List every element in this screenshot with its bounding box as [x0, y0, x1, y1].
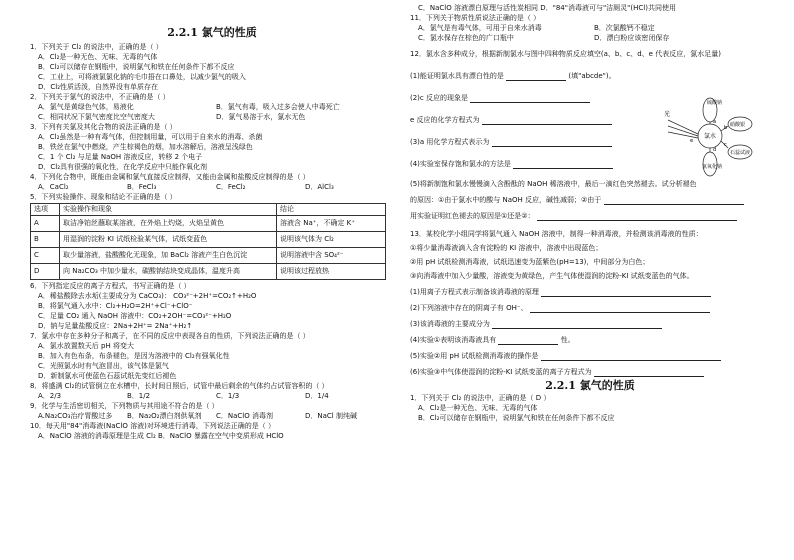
q12-item-1: [410, 71, 655, 81]
q7-option-b: B．加入有色布条，布条褪色，是因为溶液中的 Cl₂有强氧化性: [38, 352, 230, 360]
answer-blank[interactable]: [513, 160, 613, 169]
center-label: 氯水: [704, 133, 717, 140]
answer-q1-option-b: B．Cl₂可以储存在钢瓶中，说明氯气和铁在任何条件下都不反应: [418, 414, 615, 422]
q8-option-c: C．1/3: [216, 392, 240, 400]
q10-stem: 10．每天用"84"消毒液(NaClO 溶液)对环境进行消毒，下列说法正确的是（ ）: [30, 422, 276, 430]
q13-item-4: [410, 335, 770, 345]
q6-option-a: A．稀盐酸除去水垢(主要成分为 CaCO₃)： CO₃²⁻+2H⁺=CO₂↑+H₂O: [38, 292, 257, 300]
q6-option-c: C．足量 CO₂ 通入 NaOH 溶液中：CO₂+2OH⁻=CO₃²⁻+H₂O: [38, 312, 232, 320]
q11-option-c: C．氯水保存在棕色的广口瓶中: [418, 34, 514, 42]
q2-options-row2: [30, 112, 394, 122]
q4-options: [30, 182, 394, 192]
q9-options: [30, 411, 394, 421]
q12-item-2: [410, 93, 655, 103]
q7-stem: 7．氯水中存在多种分子和离子，在不同的反应中表现各自的性质，下列说法正确的是（ ）: [30, 332, 310, 340]
q13-item-2-text: (2)下列溶液中存在的阴离子有 OH⁻、: [410, 304, 528, 312]
table-header-row: [31, 204, 386, 216]
q12-5-line1: (5)将新制饱和氯水慢慢滴入含酚酞的 NaOH 稀溶液中，最后一滴红色突然褪去。试分析褪色: [410, 180, 697, 188]
q3-option-b: B．铁丝在氯气中燃烧，产生棕褐色的烟，加水溶解后，溶液呈浅绿色: [38, 143, 253, 151]
answer-blank[interactable]: [498, 336, 558, 345]
q1-stem: 1．下列关于 Cl₂ 的说法中，正确的是（ ）: [30, 43, 163, 51]
q9-option-d: D．NaCl 制纯碱: [305, 412, 357, 420]
q13-step-3: ③向消毒液中加入少量酸，溶液变为黄绿色，产生气体使湿润的淀粉-KI 试纸变蓝色的气体。: [410, 272, 694, 280]
node-label-4: 氢氧化钠: [702, 164, 723, 170]
q3-option-d: D．Cl₂具有很强的氧化性，在化学反应中只能作氧化剂: [38, 163, 208, 171]
table-header-cell: 选项: [31, 204, 60, 216]
answer-blank[interactable]: [541, 288, 711, 297]
q4-stem: 4．下列化合物中，既能由金属和氯气直接反应制得，又能由金属和盐酸反应制得的是（ ）: [30, 173, 310, 181]
q12-item-4: [410, 137, 655, 147]
chlorine-water-diagram: [660, 96, 780, 178]
q13-item-1: [410, 287, 770, 297]
node-label-1: 硫酸钠: [707, 100, 723, 106]
q4-option-b: B．FeCl₃: [127, 183, 157, 191]
q12-5-line2-text: 的原因：①由于氯水中的酸与 NaOH 反应，碱性减弱；②由于: [410, 196, 602, 204]
q13-item-5-text: (5)实验②用 pH 试纸检测消毒液的操作是: [410, 352, 539, 360]
answer-section-title: 2.2.1 氯气的性质: [545, 379, 635, 392]
q8-option-b: B．1/2: [127, 392, 151, 400]
light-ray: [668, 132, 698, 138]
node-label-2: 硝酸银: [730, 122, 746, 128]
q12-item-5: [410, 159, 655, 169]
q13-step-2: ②用 pH 试纸检测消毒液，试纸迅速变为蓝紫色(pH=13)，中间部分为白色；: [410, 258, 650, 266]
node-label-3: 石蕊试液: [730, 150, 751, 156]
reaction-letter-d: d: [713, 147, 717, 153]
answer-blank[interactable]: [482, 116, 612, 125]
q7-option-d: D．新制氯水可使蓝色石蕊试纸先变红后褪色: [38, 372, 177, 380]
q9-option-c: C．NaClO 消毒剂: [216, 412, 273, 420]
q12-item-3-text: e 反应的化学方程式为: [410, 116, 480, 124]
q2-option-c: C．相同状况下氯气密度比空气密度大: [38, 113, 155, 121]
q7-option-a: A．氯水放置数天后 pH 将变大: [38, 342, 134, 350]
table-cell: 向 Na₂CO₃ 中加少量水，碳酸钠结块变成晶体，温度升高: [60, 264, 277, 280]
table-row: [31, 264, 386, 280]
q1-option-b: B．Cl₂可以储存在钢瓶中，说明氯气和铁在任何条件下都不反应: [38, 63, 235, 71]
table-cell: 说明该过程放热: [277, 264, 386, 280]
answer-blank[interactable]: [492, 320, 662, 329]
answer-blank[interactable]: [492, 138, 612, 147]
q13-item-5: [410, 351, 770, 361]
table-cell: A: [31, 216, 60, 232]
light-ray: [668, 126, 698, 136]
table-row: [31, 248, 386, 264]
table-cell: 取洁净铂丝蘸取某溶液，在外焰上灼烧，火焰呈黄色: [60, 216, 277, 232]
q1-option-d: D．Cl₂性质活泼，自然界没有单质存在: [38, 83, 159, 91]
reaction-letter-e: e: [690, 138, 694, 144]
q10-options-ab: A．NaClO 溶液的消毒原理是生成 Cl₂ B．NaClO 暴露在空气中变质形成 HClO: [38, 432, 284, 440]
table-row: [31, 216, 386, 232]
right-column: [410, 0, 770, 560]
q12-5-line3-text: 用实验证明红色褪去的原因是①还是②：: [410, 212, 535, 220]
q2-option-b: B．氯气有毒，吸入过多会使人中毒死亡: [216, 103, 340, 111]
table-cell: D: [31, 264, 60, 280]
table-header-cell: 实验操作和现象: [60, 204, 277, 216]
q11-option-a: A．氯气是有毒气体，可用于自来水消毒: [418, 24, 542, 32]
q11-options-row1: [410, 23, 770, 33]
q2-stem: 2．下列关于氯气的说法中，不正确的是（ ）: [30, 93, 170, 101]
table-cell: 取少量溶液，盐酸酸化无现象，加 BaCl₂ 溶液产生白色沉淀: [60, 248, 277, 264]
answer-blank[interactable]: [604, 196, 744, 205]
table-cell: 用湿润的淀粉 KI 试纸检验某气体，试纸变蓝色: [60, 232, 277, 248]
q12-item-1-text: (1)能证明氯水具有漂白性的是: [410, 72, 504, 80]
answer-q1-option-a: A．Cl₂是一种无色、无味、无毒的气体: [418, 404, 538, 412]
q6-option-b: B．将氯气通入水中：Cl₂+H₂O=2H⁺+Cl⁻+ClO⁻: [38, 302, 193, 310]
q8-option-a: A．2/3: [38, 392, 62, 400]
q9-stem: 9．化学与生活密切相关，下列物质与其用途不符合的是（ ）: [30, 402, 219, 410]
q12-item-4-text: (3)a 用化学方程式表示为: [410, 138, 490, 146]
experiment-table: [30, 203, 386, 280]
reaction-letter-b: b: [724, 125, 728, 131]
q13-item-6: [410, 367, 770, 377]
table-cell: 溶液含 Na⁺，不确定 K⁺: [277, 216, 386, 232]
light-label: 光: [664, 111, 671, 118]
q8-stem: 8．将盛满 Cl₂的试管倒立在水槽中，长时间日照后，试管中最后剩余的气体约占试管容积的（ ）: [30, 382, 329, 390]
q12-item-2-text: (2)c 反应的现象是: [410, 94, 468, 102]
q8-options: [30, 391, 394, 401]
q11-option-d: D．漂白粉应该密闭保存: [594, 34, 670, 42]
q1-option-c: C．工业上，可将液氯氯化钠的毛巾捂在口鼻处，以减少氯气的吸入: [38, 73, 246, 81]
q13-stem: 13．某校化学小组同学将氯气通入 NaOH 溶液中，制得一种消毒液，并检测该消毒液的性质：: [410, 230, 703, 238]
q13-step-1: ①将少量消毒液滴入含有淀粉的 KI 溶液中，溶液中出现蓝色；: [410, 244, 603, 252]
q3-option-c: C．1 个 Cl₂ 与足量 NaOH 溶液反应，转移 2 个电子: [38, 153, 203, 161]
q11-options-row2: [410, 33, 770, 43]
q6-stem: 6．下列指定反应的离子方程式，书写正确的是（ ）: [30, 282, 191, 290]
q11-option-b: B．次氯酸钙不稳定: [594, 24, 655, 32]
q12-5-line2: [410, 195, 770, 205]
table-cell: 说明溶液中含 SO₄²⁻: [277, 248, 386, 264]
q12-item-3: [410, 115, 655, 125]
answer-q1-stem: 1．下列关于 Cl₂ 的说法中，正确的是（ D ）: [410, 394, 551, 402]
q13-item-1-text: (1)用离子方程式表示制备该消毒液的原理: [410, 288, 539, 296]
reaction-letter-a: a: [713, 119, 717, 125]
reaction-letter-c: c: [724, 142, 727, 148]
q10-options-cd: C．NaClO 溶液漂白原理与活性炭相同 D．"84"消毒液可与"洁厕灵"(HCl)共同使用: [418, 4, 676, 12]
q13-item-4-text: (4)实验①表明该消毒液具有: [410, 336, 497, 344]
table-cell: 说明该气体为 Cl₂: [277, 232, 386, 248]
answer-blank[interactable]: [541, 352, 721, 361]
q9-option-a: A.Na₂CO₃治疗胃酸过多: [38, 412, 113, 420]
q3-stem: 3．下列有关氯及其化合物的说法正确的是（ ）: [30, 123, 177, 131]
table-row: [31, 232, 386, 248]
answer-blank[interactable]: [537, 212, 737, 221]
answer-blank[interactable]: [506, 72, 566, 81]
q7-option-c: C．光照氯水时有气泡冒出，该气体是氯气: [38, 362, 169, 370]
table-cell: B: [31, 232, 60, 248]
table-header-cell: 结论: [277, 204, 386, 216]
answer-blank[interactable]: [594, 368, 704, 377]
page-title-left: 2.2.1 氯气的性质: [167, 26, 257, 39]
q13-item-4-suffix: 性。: [560, 336, 575, 344]
q2-option-a: A．氯气是黄绿色气体，易液化: [38, 103, 134, 111]
q13-item-3-text: (3)该消毒液的主要成分为: [410, 320, 490, 328]
answer-blank[interactable]: [470, 94, 590, 103]
table-cell: C: [31, 248, 60, 264]
q4-option-c: C．FeCl₂: [216, 183, 246, 191]
q5-stem: 5．下列实验操作、现象和结论不正确的是（ ）: [30, 193, 177, 201]
q2-options-row1: [30, 102, 394, 112]
q12-hint: (填"abcde")。: [568, 72, 616, 80]
q12-5-line3: [410, 211, 770, 221]
answer-blank[interactable]: [530, 304, 710, 313]
q12-stem: 12．氯水含多种成分，根据新制氯水与图中四种物质反应填空(a、b、c、d、e 代表反应，氯水足量): [410, 50, 721, 58]
q3-option-a: A．Cl₂虽然是一种有毒气体，但控制用量，可以用于自来水的消毒、杀菌: [38, 133, 263, 141]
q2-option-d: D．氯气易溶于水，氯水无色: [216, 113, 306, 121]
q13-item-6-text: (6)实验③中气体使湿润的淀粉-KI 试纸变蓝的离子方程式为: [410, 368, 592, 376]
q4-option-d: D．AlCl₃: [305, 183, 334, 191]
q13-item-3: [410, 319, 770, 329]
q6-option-d: D．钠与足量盐酸反应：2Na+2H⁺= 2Na⁺+H₂↑: [38, 322, 193, 330]
q13-item-2: [410, 303, 770, 313]
left-column: [30, 0, 394, 560]
q9-option-b: B．Na₂O₂漂白剂供氧剂: [127, 412, 202, 420]
q8-option-d: D．1/4: [305, 392, 329, 400]
q4-option-a: A．CaCl₂: [38, 183, 69, 191]
q1-option-a: A．Cl₂是一种无色、无味、无毒的气体: [38, 53, 158, 61]
q11-stem: 11．下列关于物质性质说法正确的是（ ）: [410, 14, 541, 22]
q12-item-5-text: (4)实验室保存饱和氯水的方法是: [410, 160, 511, 168]
light-ray: [668, 120, 698, 134]
